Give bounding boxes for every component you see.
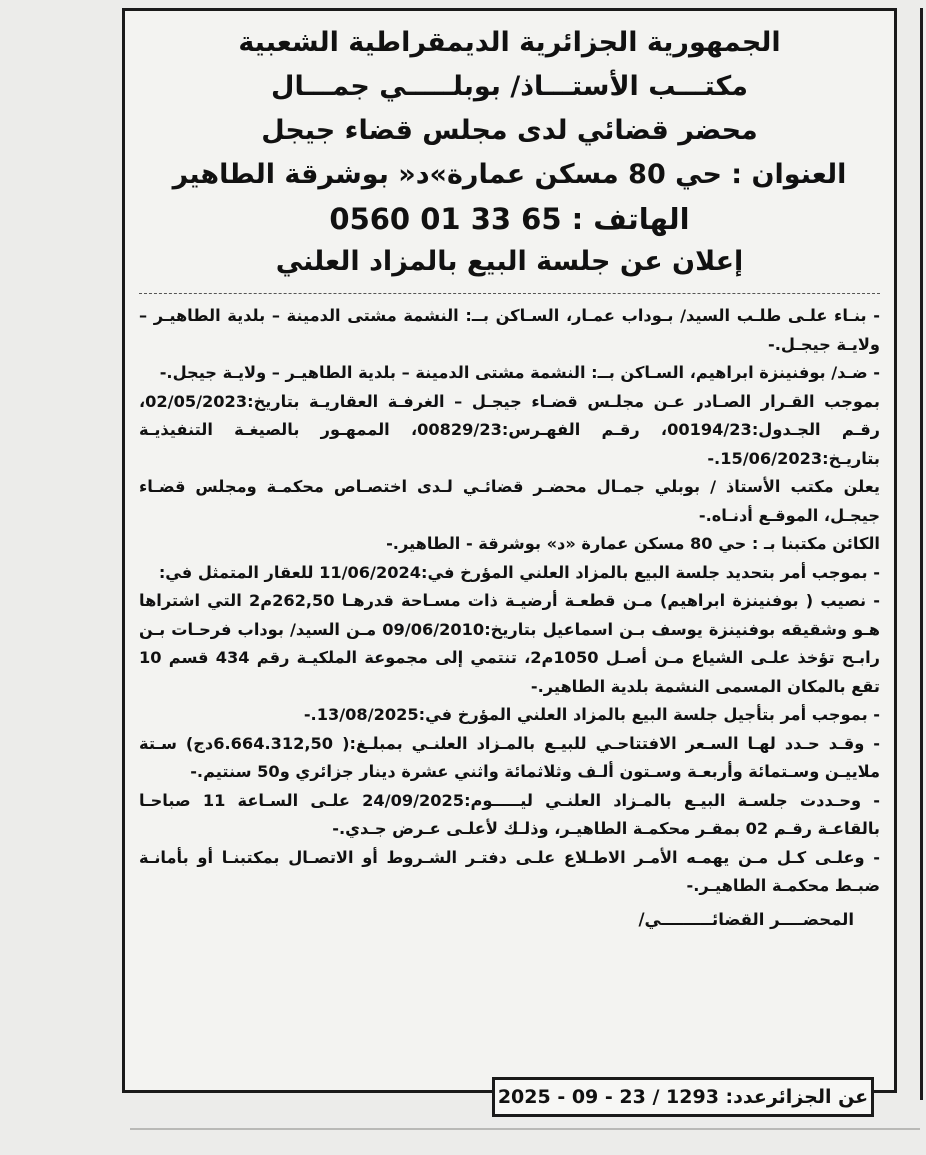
announcement-header xyxy=(125,11,894,283)
office-address: العنوان : حي 80 مسكن عمارة»د« بوشرقة الطاهير xyxy=(172,159,847,190)
paragraph-request: - بنـاء علـى طلـب السيد/ بـوداب عمـار، السـاكن بــ: النشمة مشتى الدمينة – بلدية الطاهيـر – ولايـة جيجـل.- xyxy=(139,306,880,354)
office-phone: الهاتف : 65 33 01 0560 xyxy=(329,202,690,236)
bailiff-title: محضر قضائي لدى مجلس قضاء جيجل xyxy=(261,115,758,146)
signature: المحضــــر القضائـــــــــي/ xyxy=(638,909,854,929)
paragraph-sale-order: - بموجب أمر بتحديد جلسة البيع بالمزاد العلني المؤرخ في:11/06/2024 للعقار المتمثل في: xyxy=(158,562,880,582)
page-edge xyxy=(130,1128,920,1130)
paragraph-announcer: يعلن مكتب الأستاذ / بوبلي جمـال محضـر قضائـي لـدى اختصـاص محكمـة ومجلس قضـاء جيجـل، الموقـع أدنـاه.- xyxy=(139,477,880,525)
paragraph-against: - ضـد/ بوفنينزة ابراهيم، السـاكن بــ: النشمة مشتى الدمينة – بلدية الطاهيـر – ولايـة جيجل.- xyxy=(159,363,880,382)
office-name: مكتـــب الأستـــاذ/ بوبلـــــي جمـــال xyxy=(271,71,748,102)
paragraph-office-location: الكائن مكتبنا بـ : حي 80 مسكن عمارة «د» بوشرقة - الطاهير.- xyxy=(386,534,880,553)
announcement-body xyxy=(125,300,894,901)
paragraph-contact: - وعلـى كـل مـن يهمـه الأمـر الاطـلاع علـى دفتـر الشـروط أو الاتصـال بمكتبنـا أو بأمانـة ضبـط محكمـة الطاهيـر.- xyxy=(139,847,880,895)
header-divider xyxy=(139,293,880,294)
publication-reference: عن الجزائرعدد: 1293 / 23 - 09 - 2025 xyxy=(492,1077,874,1117)
column-rule xyxy=(920,8,923,1100)
announcement-frame xyxy=(122,8,897,1093)
paragraph-postponement: - بموجب أمر بتأجيل جلسة البيع بالمزاد العلني المؤرخ في:13/08/2025.- xyxy=(303,705,880,724)
paragraph-opening-price: - وقـد حـدد لهـا السـعر الافتتاحـي للبيـع بالمـزاد العلنـي بمبلـغ:( 6.664.312,50دج) سـتة ملاييـن وسـتمائة وأربعـة وسـتون ألـف وثلاثمائة واثني عشرة دينار جزائري و50 سنتيم.- xyxy=(139,733,880,781)
paragraph-decision: بموجب القـرار الصـادر عـن مجلـس قضـاء جيجـل – الغرفـة العقاريـة بتاريخ:02/05/2023، رقـم الجـدول:00194/23، رقـم الفهـرس:00829/23، الممهـور بالصيغـة التنفيذيـة بتاريـخ:15/06/2023.- xyxy=(139,391,880,468)
paragraph-property: - نصيب ( بوفنينزة ابراهيم) مـن قطعـة أرضيـة ذات مسـاحة قدرهـا 262,50م2 التي اشتراها هـو وشقيقه بوفنينزة يوسف بـن اسماعيل بتاريخ:09/06/2010 مـن السيد/ بوداب فرحـات بـن رابـح تؤخذ علـى الشياع مـن أصـل 1050م2، تنتمي إلى مجموعة الملكيـة رقم 434 قسم 10 تقع بالمكان المسمى النشمة بلدية الطاهير.- xyxy=(139,591,880,696)
paragraph-session-date: - وحـددت جلسـة البيـع بالمـزاد العلنـي ليـــــوم:24/09/2025 علـى السـاعة 11 صباحـا بالقاعـة رقـم 02 بمقـر محكمـة الطاهيـر، وذلـك لأعلـى عـرض جـدي.- xyxy=(139,790,880,838)
announcement-title: إعلان عن جلسة البيع بالمزاد العلني xyxy=(275,246,744,277)
republic-title: الجمهورية الجزائرية الديمقراطية الشعبية xyxy=(238,27,781,58)
